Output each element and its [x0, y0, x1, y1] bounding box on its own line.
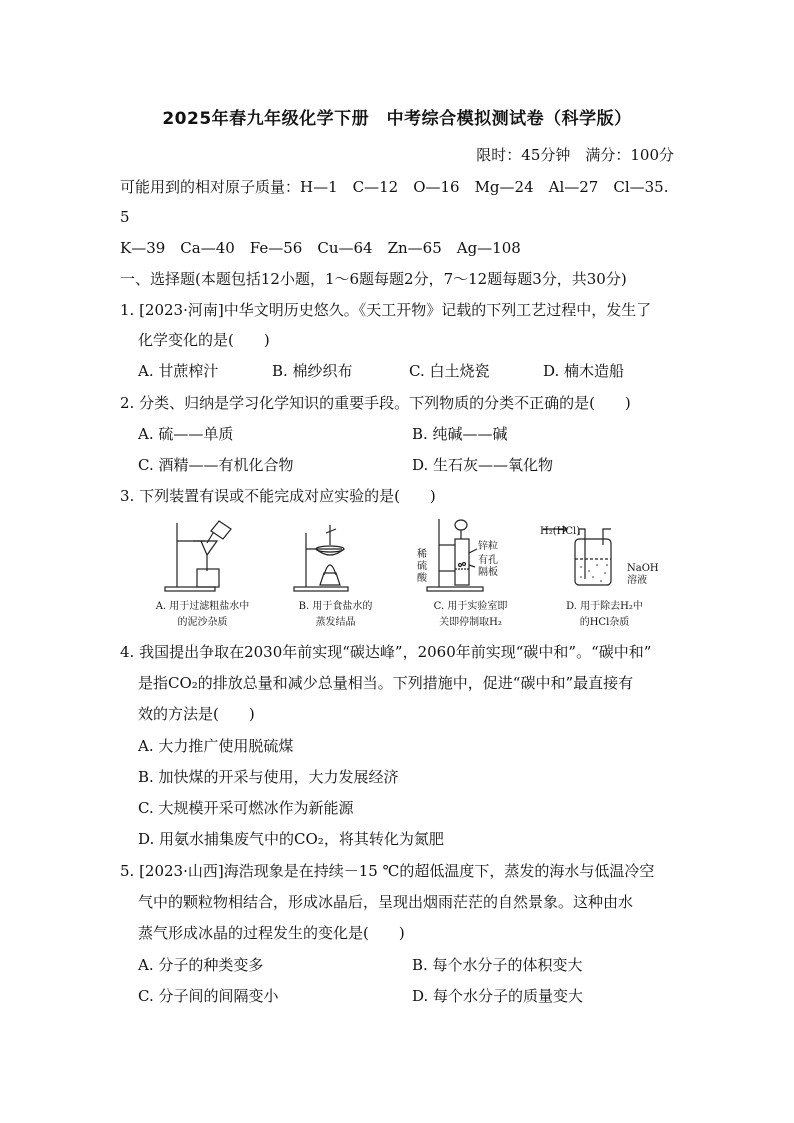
- figure-hydrogen-generator[interactable]: [403, 515, 538, 635]
- atomic-masses-wrap: 5: [120, 208, 130, 226]
- figure-filtration[interactable]: [135, 515, 270, 635]
- figure-c-caption-line2: 关即停制取H₂: [439, 617, 502, 628]
- dilute-sulfuric-acid-label: 稀硫酸: [417, 549, 427, 584]
- h2-hcl-gas-label: H₂(HCl): [540, 526, 581, 537]
- q4-option-a[interactable]: A. 大力推广使用脱硫煤: [138, 737, 294, 755]
- question-2-line1: 2. 分类、归纳是学习化学知识的重要手段。下列物质的分类不正确的是( ): [120, 394, 631, 412]
- perforated-plate-label: 有孔隔板: [478, 555, 498, 578]
- atomic-masses-line2: K—39 Ca—40 Fe—56 Cu—64 Zn—65 Ag—108: [120, 239, 521, 257]
- q5-option-d[interactable]: D. 每个水分子的质量变大: [412, 987, 584, 1005]
- figure-b-caption: [268, 599, 403, 631]
- q1-option-d[interactable]: D. 楠木造船: [543, 362, 625, 380]
- question-1-line2: 化学变化的是( ): [138, 331, 270, 349]
- page-title: 2025年春九年级化学下册 中考综合模拟测试卷（科学版）: [162, 109, 632, 129]
- figure-c-caption-line1: C. 用于实验室即: [433, 601, 508, 612]
- q2-option-c[interactable]: C. 酒精——有机化合物: [138, 456, 294, 474]
- figure-b-caption-line1: B. 用于食盐水的: [298, 601, 373, 612]
- figure-gas-washing[interactable]: [537, 515, 672, 635]
- filtration-apparatus-icon: [135, 515, 270, 599]
- atomic-masses-line1: 可能用到的相对原子质量：H—1 C—12 O—16 Mg—24 Al—27 Cl—35.: [120, 178, 669, 196]
- q5-option-a[interactable]: A. 分子的种类变多: [138, 956, 264, 974]
- evaporation-apparatus-icon: [268, 515, 403, 599]
- q2-option-b[interactable]: B. 纯碱——碱: [412, 425, 508, 443]
- question-5-line2: 气中的颗粒物相结合，形成冰晶后，呈现出烟雨茫茫的自然景象。这种由水: [138, 893, 634, 911]
- figure-a-caption-line2: 的泥沙杂质: [177, 617, 228, 628]
- q4-option-b[interactable]: B. 加快煤的开采与使用，大力发展经济: [138, 768, 399, 786]
- figure-a-caption: [135, 599, 270, 631]
- question-5-line3: 蒸气形成冰晶的过程发生的变化是( ): [138, 924, 405, 942]
- question-1-line1: 1. [2023·河南]中华文明历史悠久。《天工开物》记载的下列工艺过程中，发生了: [120, 301, 652, 319]
- q5-option-b[interactable]: B. 每个水分子的体积变大: [412, 956, 583, 974]
- naoh-label: NaOH: [627, 563, 659, 574]
- question-4-line1: 4. 我国提出争取在2030年前实现“碳达峰”，2060年前实现“碳中和”。“碳中和”: [120, 643, 652, 661]
- q2-option-d[interactable]: D. 生石灰——氧化物: [412, 456, 554, 474]
- q1-option-c[interactable]: C. 白土烧瓷: [409, 362, 490, 380]
- question-4-line2: 是指CO₂的排放总量和减少总量相当。下列措施中，促进“碳中和”最直接有: [138, 674, 634, 692]
- figure-d-caption-line1: D. 用于除去H₂中: [566, 601, 643, 612]
- q3-figures: [135, 515, 670, 635]
- question-4-line3: 效的方法是( ): [138, 705, 255, 723]
- solution-label: 溶液: [627, 575, 647, 586]
- figure-c-caption: [403, 599, 538, 631]
- figure-evaporation[interactable]: [268, 515, 403, 635]
- question-5-line1: 5. [2023·山西]海浩现象是在持续－15 ℃的超低温度下，蒸发的海水与低温冷空: [120, 862, 655, 880]
- time-info: 限时：45分钟 满分：100分: [476, 146, 674, 164]
- q4-option-d[interactable]: D. 用氨水捕集废气中的CO₂，将其转化为氮肥: [138, 830, 444, 848]
- question-3-line1: 3. 下列装置有误或不能完成对应实验的是( ): [120, 487, 436, 505]
- q2-option-a[interactable]: A. 硫——单质: [138, 425, 234, 443]
- figure-a-caption-line1: A. 用于过滤粗盐水中: [155, 601, 250, 612]
- q1-option-b[interactable]: B. 棉纱织布: [272, 362, 353, 380]
- q1-option-a[interactable]: A. 甘蔗榨汁: [138, 362, 219, 380]
- figure-d-caption: [537, 599, 672, 631]
- q4-option-c[interactable]: C. 大规模开采可燃冰作为新能源: [138, 799, 354, 817]
- figure-b-caption-line2: 蒸发结晶: [315, 617, 356, 628]
- q5-option-c[interactable]: C. 分子间的间隔变小: [138, 987, 279, 1005]
- section-heading: 一、选择题(本题包括12小题，1～6题每题2分，7～12题每题3分，共30分): [120, 270, 627, 288]
- figure-d-caption-line2: 的HCl杂质: [579, 617, 630, 628]
- zinc-granules-label: 锌粒: [478, 541, 498, 552]
